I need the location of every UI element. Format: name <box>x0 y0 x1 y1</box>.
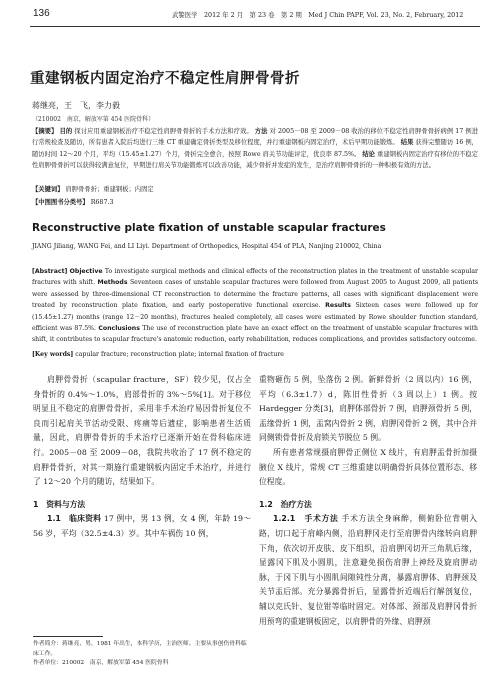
methods-en-label: Methods <box>97 279 128 287</box>
surgical-method-text: 手术方法全身麻醉，侧俯卧位背朝入路，切口起于肩峰内侧，沿肩胛冈走行至肩胛骨内缘转向肩胛下角，依次切开皮肤、皮下组织，沿肩胛冈切开三角肌后缘，显露冈下肌及小圆肌，注意避免损伤肩胛上神经及旋肩胛动脉，于冈下肌与小圆肌间隙钝性分离，暴露肩胛体、肩胛颈及关节盂后部。充分暴露骨折后，显露骨折近端后行解剖复位，辅以克氏针、复位钳等临时固定。对体部、颈部及肩胛冈骨折用预弯的重建钢板固定，以肩胛骨的外缘、肩胛颈 <box>259 514 478 626</box>
results-en-text: Sixteen cases were followed up for (15.45±1.27) months (range 12－20 months), fractures healed completely, all cases were estimated by Rowe shoulder function standard, efficient was 87.5%. <box>32 302 479 333</box>
imaging-paragraph: 所有患者常规摄肩胛骨正侧位 X 线片，有肩胛盂骨折加摄腋位 X 线片，常规 CT 三维重建以明确骨折具体位置形态、移位程度。 <box>259 447 477 487</box>
abstract-label: 【摘要】 <box>32 128 58 135</box>
section-heading-materials-methods: 1 资料与方法 <box>33 499 86 509</box>
affiliation: （210002 南京，解放军第 454 医院骨科） <box>32 116 155 123</box>
body-column-left <box>33 373 251 542</box>
classification-text: R687.3 <box>90 199 114 206</box>
clinical-data-text: 17 例中，男 13 例，女 4 例，年龄 19～56 岁，平均（32.5±4.3）岁。其中车祸伤 10 例， <box>33 514 251 538</box>
english-title: Reconstructive plate fixation of unstable scapular fractures <box>32 222 386 234</box>
running-header <box>0 6 504 24</box>
conclusion-text: 重建钢板内固定治疗有移位的不稳定性肩胛骨骨折可以获得较满意复位，早期进行肩关节功能锻炼可以改善功能，减少骨折并发症的发生，是治疗肩胛骨骨折的一种积极有效的方法。 <box>32 150 479 170</box>
intro-paragraph: 肩胛骨骨折（scapular fracture，SF）较少见，仅占全身骨折的 0.4%～1.0%，肩部骨折的 3%～5%[1]。对于移位明显且不稳定的肩胛骨骨折，采用非手术治疗易因骨折复位不良而引起肩关节活动受限、疼痛等后遗症，影响患者生活质量，因此，肩胛骨骨折的手术治疗已逐渐开始在骨科临床进行。2005－08 至 2009－08，我院共收治了 17 例不稳定的肩胛骨骨折，对其一期施行重建钢板内固定手术治疗，并进行了 12～20 个月的随访，结果如下。 <box>33 375 251 487</box>
keywords-text: 肩胛骨骨折；重建钢板；内固定 <box>65 186 154 193</box>
classification-label: 【中图图书分类号】 <box>32 199 89 206</box>
page-number: 136 <box>33 8 50 19</box>
keywords-label: 【关键词】 <box>32 186 64 193</box>
objective-text: 探讨应用重建钢板治疗不稳定性肩胛骨骨折的手术方法和疗效。 <box>74 128 253 135</box>
objective-en-label: Objective <box>69 268 103 275</box>
author-unit-note: 作者单位：210002 南京，解放军第 454 医院骨科 <box>33 660 169 667</box>
article-title: 重建钢板内固定治疗不稳定性肩胛骨骨折 <box>30 71 300 87</box>
journal-running-head: 武警医学 2012 年 2 月 第 23 卷 第 2 期 Med J Chin PAPF, Vol. 23, No. 2, February, 2012 <box>172 11 464 19</box>
results-text: 获得完整随访 16 例，随访时间 12～20 个月，平均（15.45±1.27）个月，骨折完全愈合，按照 Rowe 肩关节功能评定，优良率 87.5%。 <box>32 139 478 158</box>
keywords-en-text: capular fracture; reconstruction plate; internal fixation of fracture <box>75 351 284 358</box>
methods-label: 方法 <box>254 128 268 135</box>
author-info-note: 作者简介：蒋继亮，男，1981 年出生，本科学历，主治医师。主要从事创伤骨科临床工作。 <box>33 641 247 657</box>
abstract-chinese <box>32 126 478 172</box>
objective-en-text: To investigate surgical methods and clinical effects of the reconstruction plates in the treatment of unstable scapular fractures with shift. <box>32 268 479 287</box>
conclusions-en-text: The use of reconstruction plate have an exact effect on the treatment of unstable scapular fractures with shift, it contributes to scapular fracture's anatomic reduction, early rehabilitation, reduces complications, and provides satisfactory outcome. <box>32 325 479 344</box>
keywords-english <box>32 351 284 358</box>
clinical-data-paragraph <box>33 512 251 541</box>
subsection-label-clinical-data: 1.1 临床资料 <box>47 514 102 524</box>
methods-text: 对 2005－08 至 2009－08 收治的移位不稳定性肩胛骨骨折病例 17 例进行常规检查及随访，所有患者入院后均进行三维 CT 重建确定骨折类型及移位程度，并行重建钢板内固定治疗，术后早期功能锻炼。 <box>32 128 479 147</box>
author-list: 蒋继亮，王 飞，李力毅 <box>32 101 120 110</box>
body-column-right <box>259 373 477 629</box>
methods-en-text: Seventeen cases of unstable scapular fractures were followed from August 2005 to August 2009, all patients were assessed by three-dimensional CT reconstruction to determine the fracture patterns, all cases with significant displacement were treated by reconstruction plate fixation, and early postoperative functional exercise. <box>32 279 479 310</box>
objective-label: 目的 <box>59 128 73 135</box>
case-distribution-paragraph: 重物砸伤 5 例，坠落伤 2 例。新鲜骨折（2 周以内）16 例，平均（6.3±1.7）d，陈旧性骨折（3 周以上）1 例。按 Hardegger 分类[3]，肩胛体部骨折 7 例，肩胛颈骨折 5 例，盂缘骨折 1 例，盂窝内骨折 2 例，肩胛冈骨折 2 例，其中合并同侧锁骨骨折及肩锁关节脱位 5 例。 <box>259 375 477 443</box>
keywords-chinese <box>32 184 154 193</box>
header-rule <box>30 26 480 27</box>
results-en-label: Results <box>325 302 351 310</box>
abstract-en-label: [Abstract] <box>32 268 68 275</box>
footnote-rule <box>33 636 103 637</box>
classification-number <box>32 197 113 206</box>
surgical-method-paragraph <box>259 512 477 629</box>
subsection-label-surgical-method: 1.2.1 手术方法 <box>273 514 339 524</box>
results-label: 结果 <box>400 139 414 147</box>
english-authors: JIANG Jiliang, WANG Fei, and LI Liyi. Department of Orthopedics, Hospital 454 of PLA, Nanjing 210002, China <box>32 243 382 250</box>
abstract-english <box>32 266 478 346</box>
keywords-en-label: [Key words] <box>32 351 74 358</box>
footnote <box>33 640 251 669</box>
conclusions-en-label: Conclusions <box>98 325 140 333</box>
subsection-heading-treatment: 1.2 治疗方法 <box>259 499 312 509</box>
conclusion-label: 结论 <box>362 150 375 158</box>
